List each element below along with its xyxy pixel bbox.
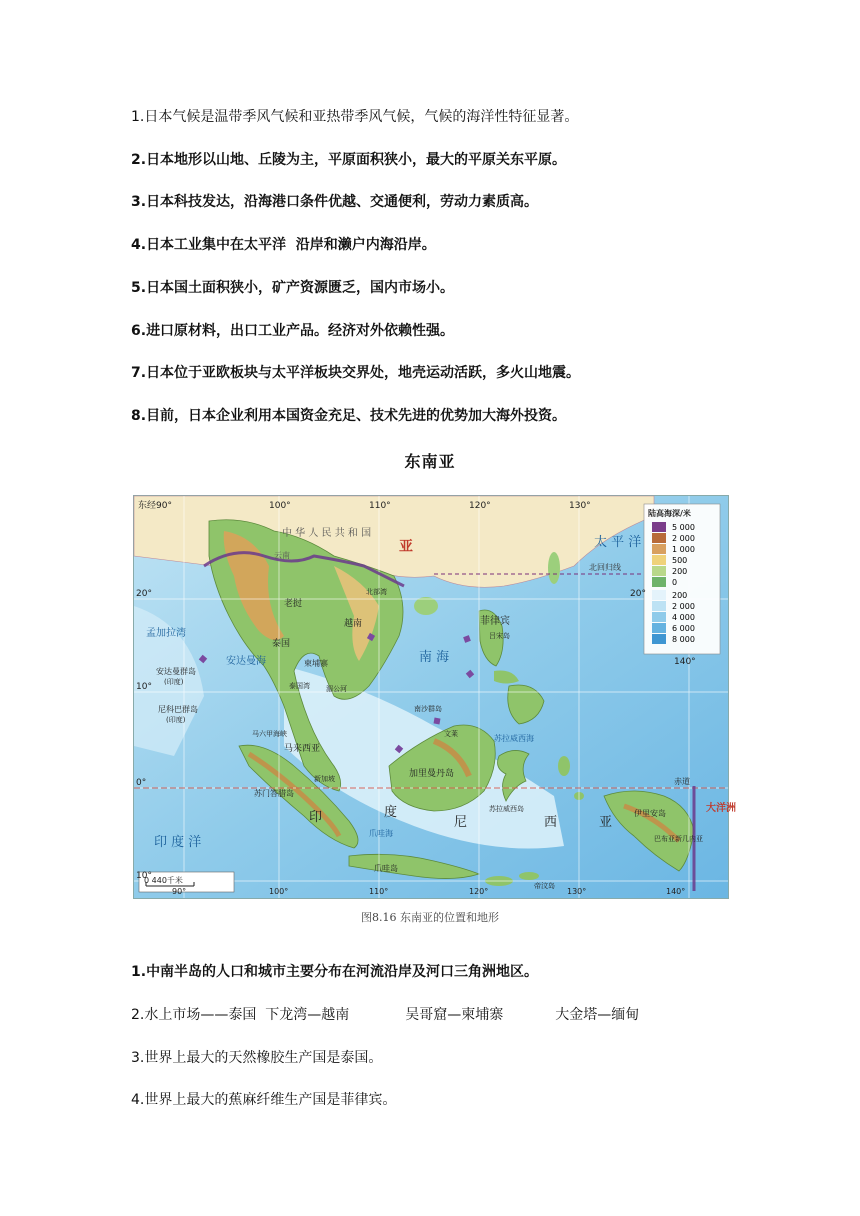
legend-swatch-sea-0: [652, 590, 666, 600]
lon-label-110: 110°: [369, 501, 391, 511]
label-malacca: 马六甲海峡: [252, 730, 287, 738]
label-mekong: 湄公河: [326, 685, 347, 693]
japan-point-7: [131, 364, 580, 382]
label-indian-ocean: 印 度 洋: [154, 835, 202, 850]
lon-bottom-100: 100°: [269, 887, 289, 896]
point-number: 1.: [131, 964, 147, 980]
lat-label-10s: 10°: [136, 871, 152, 881]
point-text-part-2: 吴哥窟—柬埔寨: [405, 1007, 504, 1023]
japan-point-6: [131, 322, 454, 340]
lon-bottom-110: 110°: [369, 887, 389, 896]
label-nicobar: 尼科巴群岛: [158, 705, 198, 714]
point-number: 3.: [131, 1050, 145, 1066]
point-text: 日本工业集中在太平洋 沿岸和濑户内海沿岸。: [146, 237, 436, 253]
point-text: 进口原材料，出口工业产品。经济对外依赖性强。: [146, 323, 455, 339]
japan-point-1: [131, 108, 578, 126]
japan-point-3: [131, 193, 538, 211]
label-andaman-note: (印度): [164, 678, 184, 686]
legend-label-land-0: 5 000: [672, 523, 695, 532]
legend-swatch-sea-2: [652, 612, 666, 622]
section-title: 东南亚: [404, 452, 456, 471]
legend-label-land-1: 2 000: [672, 534, 695, 543]
point-number: 8.: [131, 408, 147, 424]
lon-bottom-130: 130°: [567, 887, 587, 896]
point-text: 日本位于亚欧板块与太平洋板块交界处，地壳运动活跃，多火山地震。: [146, 365, 581, 381]
legend-swatch-land-3: [652, 555, 666, 565]
label-equator: 赤道: [674, 777, 690, 786]
point-number: 5.: [131, 280, 147, 296]
point-number: 2.: [131, 1007, 145, 1023]
legend-title: 陆高海深/米: [648, 509, 691, 518]
legend-label-sea-0: 200: [672, 591, 688, 600]
legend-swatch-land-2: [652, 544, 666, 554]
legend-label-sea-1: 2 000: [672, 602, 695, 611]
sea-point-3: [131, 1049, 382, 1067]
label-south-china-sea: 南 海: [419, 650, 450, 665]
label-philippines: 菲律宾: [480, 616, 510, 627]
lon-label-130: 130°: [569, 501, 591, 511]
japan-point-5: [131, 279, 454, 297]
lon-label-90: 东经90°: [138, 501, 172, 511]
label-thailand-gulf: 泰国湾: [289, 682, 310, 690]
figure-caption: 图8.16 东南亚的位置和地形: [361, 911, 499, 924]
japan-point-8: [131, 407, 566, 425]
label-sulawesi: 苏拉威西岛: [489, 805, 524, 813]
label-oceania: 大洋洲: [706, 803, 736, 814]
point-text-part-1: 水上市场——泰国 下龙湾—越南: [144, 1007, 350, 1023]
legend-swatch-sea-1: [652, 601, 666, 611]
label-bay-bengal: 孟加拉湾: [146, 628, 186, 639]
label-indo-4: 西: [544, 815, 558, 830]
label-cambodia: 柬埔寨: [304, 659, 328, 668]
legend-swatch-land-0: [652, 522, 666, 532]
taiwan: [548, 552, 560, 584]
legend-swatch-sea-4: [652, 634, 666, 644]
legend: [644, 504, 720, 654]
legend-label-sea-2: 4 000: [672, 613, 695, 622]
legend-swatch-sea-3: [652, 623, 666, 633]
hainan: [414, 597, 438, 615]
label-timor: 帝汶岛: [534, 882, 555, 890]
point-text-part-3: 大金塔—缅甸: [555, 1007, 640, 1023]
point-text: 日本国土面积狭小，矿产资源匮乏，国内市场小。: [146, 280, 455, 296]
point-number: 3.: [131, 194, 147, 210]
point-number: 4.: [131, 1092, 145, 1108]
point-text: 日本地形以山地、丘陵为主，平原面积狭小，最大的平原关东平原。: [146, 152, 567, 168]
label-sumatra: 苏门答腊岛: [254, 789, 294, 798]
label-andaman-sea: 安达曼海: [226, 656, 266, 667]
point-text: 中南半岛的人口和城市主要分布在河流沿岸及河口三角洲地区。: [146, 964, 539, 980]
point-text: 世界上最大的蕉麻纤维生产国是菲律宾。: [144, 1092, 397, 1108]
label-png: 巴布亚新几内亚: [654, 835, 703, 843]
label-indo-1: 印: [309, 810, 323, 825]
label-new-guinea: 伊里安岛: [634, 809, 666, 818]
scale-bar-label: 0 440千米: [144, 876, 183, 885]
lat-label-0: 0°: [136, 778, 147, 788]
label-java-sea: 爪哇海: [369, 829, 393, 838]
label-china: 中 华 人 民 共 和 国: [282, 528, 372, 539]
label-indo-5: 亚: [599, 815, 613, 830]
label-asia: 亚: [399, 539, 413, 555]
label-singapore: 新加坡: [314, 775, 335, 783]
point-text: 日本气候是温带季风气候和亚热带季风气候，气候的海洋性特征显著。: [144, 109, 579, 125]
point-number: 2.: [131, 152, 147, 168]
label-nansha: 南沙群岛: [414, 705, 442, 713]
point-number: 1.: [131, 109, 145, 125]
point-number: 4.: [131, 237, 147, 253]
label-laos: 老挝: [284, 599, 303, 609]
lon-bottom-90: 90°: [172, 887, 187, 896]
legend-label-sea-4: 8 000: [672, 635, 695, 644]
legend-swatch-land-5: [652, 577, 666, 587]
label-sabah: 文莱: [444, 730, 458, 738]
japan-point-2: [131, 151, 566, 169]
label-celebes-sea: 苏拉威西海: [494, 734, 534, 743]
label-andaman-islands: 安达曼群岛: [156, 667, 196, 676]
legend-label-sea-3: 6 000: [672, 624, 695, 633]
label-tropic: 北回归线: [589, 563, 621, 572]
sea-point-2: [131, 1006, 639, 1024]
label-beitong: 北部湾: [366, 588, 387, 596]
lon-label-140: 140°: [674, 657, 696, 667]
label-java: 爪哇岛: [374, 864, 398, 873]
label-luzon: 吕宋岛: [489, 632, 510, 640]
sea-point-4: [131, 1091, 396, 1109]
point-text: 日本科技发达，沿海港口条件优越、交通便利，劳动力素质高。: [146, 194, 539, 210]
label-thai: 泰国: [272, 639, 291, 649]
lon-label-120: 120°: [469, 501, 491, 511]
legend-label-land-2: 1 000: [672, 545, 695, 554]
legend-label-land-3: 500: [672, 556, 688, 565]
label-vietnam: 越南: [344, 619, 363, 629]
japan-point-4: [131, 236, 436, 254]
southeast-asia-map: [133, 495, 736, 899]
lat-label-10: 10°: [136, 682, 152, 692]
lon-bottom-140: 140°: [666, 887, 686, 896]
legend-label-land-4: 200: [672, 567, 688, 576]
label-yunnan: 云南: [274, 551, 290, 560]
label-malaysia: 马来西亚: [284, 744, 321, 754]
label-indo-2: 度: [384, 805, 398, 820]
legend-swatch-land-1: [652, 533, 666, 543]
label-borneo: 加里曼丹岛: [409, 769, 455, 779]
label-indo-3: 尼: [454, 815, 468, 830]
label-nicobar-note: (印度): [166, 716, 186, 724]
lat-label-20: 20°: [136, 589, 152, 599]
lon-label-100: 100°: [269, 501, 291, 511]
legend-swatch-land-4: [652, 566, 666, 576]
lon-bottom-120: 120°: [469, 887, 489, 896]
point-text: 世界上最大的天然橡胶生产国是泰国。: [144, 1050, 383, 1066]
lat-label-right-20: 20°: [630, 589, 646, 599]
sea-point-1: [131, 963, 538, 981]
label-pacific: 太 平 洋: [594, 535, 642, 550]
point-text: 目前，日本企业利用本国资金充足、技术先进的优势加大海外投资。: [146, 408, 567, 424]
legend-label-land-5: 0: [672, 578, 678, 587]
point-number: 7.: [131, 365, 147, 381]
point-number: 6.: [131, 323, 147, 339]
